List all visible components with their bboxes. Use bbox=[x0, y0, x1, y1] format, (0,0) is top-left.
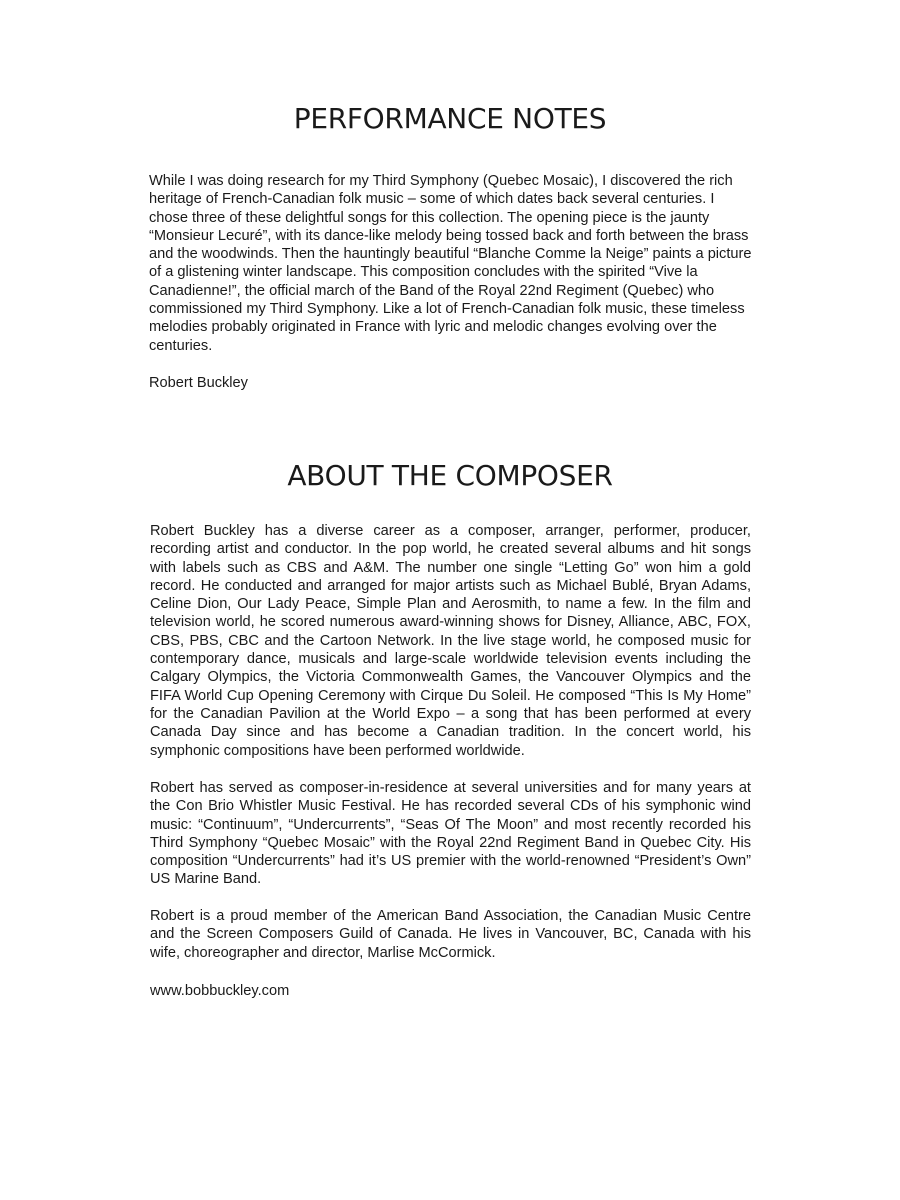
about-composer-paragraph-memberships: Robert is a proud member of the American Band Association, the Canadian Music Centre and the Screen Composers Guild of Canada. He lives in Vancouver, BC, Canada with his wife, choreographer and director, Marlise McCormick. bbox=[150, 908, 751, 961]
performance-notes-body: While I was doing research for my Third Symphony (Quebec Mosaic), I discovered the rich heritage of French-Canadian folk music – some of which dates back several centuries. I chose three of these delightful songs for this collection. The opening piece is the jaunty “Monsieur Lecuré”, with its dance-like melody being tossed back and forth between the brass and the woodwinds. Then the hauntingly beautiful “Blanche Comme la Neige” paints a picture of a glistening winter landscape. This composition concludes with the spirited “Vive la Canadienne!”, the official march of the Band of the Royal 22nd Regiment (Quebec) who commissioned my Third Symphony. Like a lot of French-Canadian folk music, these timeless melodies probably originated in France with lyric and melodic changes evolving over the centuries. bbox=[149, 173, 752, 354]
composer-website-link[interactable]: www.bobbuckley.com bbox=[150, 983, 290, 999]
performance-notes-heading: PERFORMANCE NOTES bbox=[293, 102, 607, 135]
about-composer-paragraph-career: Robert Buckley has a diverse career as a composer, arranger, performer, producer, recording artist and conductor. In the pop world, he created several albums and hit songs with labels such as CBS and A&M. The number one single “Letting Go” won him a gold record. He conducted and arranged for major artists such as Michael Bublé, Bryan Adams, Celine Dion, Our Lady Peace, Simple Plan and Aerosmith, to name a few. In the film and television world, he scored numerous award-winning shows for Disney, Alliance, ABC, FOX, CBS, PBS, CBC and the Cartoon Network. In the live stage world, he composed music for contemporary dance, musicals and large-scale worldwide television events including the Calgary Olympics, the Victoria Commonwealth Games, the Vancouver Olympics and the FIFA World Cup Opening Ceremony with Cirque Du Soleil. He composed “This Is My Home” for the Canadian Pavilion at the World Expo – a song that has been performed at every Canada Day since and has become a Canadian tradition. In the concert world, his symphonic compositions have been performed worldwide. bbox=[150, 523, 751, 759]
about-composer-paragraph-residence: Robert has served as composer-in-residence at several universities and for many years at the Con Brio Whistler Music Festival. He has recorded several CDs of his symphonic wind music: “Continuum”, “Undercurrents”, “Seas Of The Moon” and most recently recorded his Third Symphony “Quebec Mosaic” with the Royal 22nd Regiment Band in Quebec City. His composition “Undercurrents” had it’s US premier with the world-renowned “President’s Own” US Marine Band. bbox=[150, 780, 751, 888]
performance-notes-signature: Robert Buckley bbox=[149, 375, 248, 391]
about-composer-heading: ABOUT THE COMPOSER bbox=[287, 459, 613, 492]
